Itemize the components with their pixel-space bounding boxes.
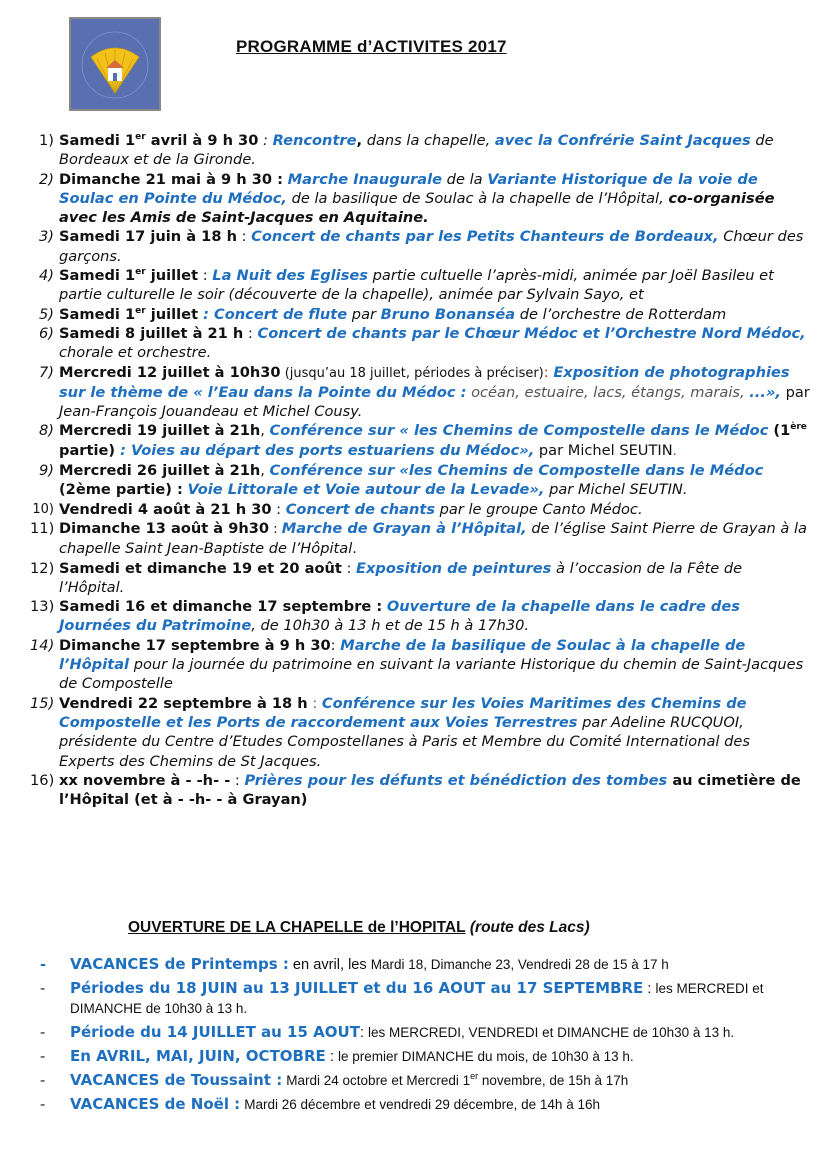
- list-item: 9) Mercredi 26 juillet à 21h, Conférence sur «les Chemins de Compostelle dans le Médoc (2ème partie) : Voie Littorale et Voie autour de la Levade», par Michel SEUTIN.: [30, 461, 810, 500]
- section-heading: OUVERTURE DE LA CHAPELLE de l’HOPITAL (route des Lacs): [128, 919, 590, 936]
- list-item: 2) Dimanche 21 mai à 9 h 30 : Marche Inaugurale de la Variante Historique de la voie de Soulac en Pointe du Médoc, de la basilique de Soulac à la chapelle de l’Hôpital, co-organisée avec les Amis de Saint-Jacques en Aquitaine.: [30, 170, 810, 228]
- item-number: 16): [30, 771, 55, 789]
- list-item: 6) Samedi 8 juillet à 21 h : Concert de chants par le Chœur Médoc et l’Orchestre Nord Médoc, chorale et orchestre.: [30, 324, 810, 363]
- item-number: 5): [39, 305, 54, 323]
- list-item: 10) Vendredi 4 août à 21 h 30 : Concert de chants par le groupe Canto Médoc.: [30, 500, 810, 519]
- list-item: 1) Samedi 1er avril à 9 h 30 : Rencontre, dans la chapelle, avec la Confrérie Saint Jacques de Bordeaux et de la Gironde.: [30, 131, 810, 170]
- item-number: 11): [30, 519, 55, 537]
- page-title: PROGRAMME d’ACTIVITES 2017: [236, 37, 507, 56]
- item-number: 15): [30, 694, 55, 712]
- list-item: 12) Samedi et dimanche 19 et 20 août : Exposition de peintures à l’occasion de la Fête de l’Hôpital.: [30, 559, 743, 596]
- list-item: 13) Samedi 16 et dimanche 17 septembre : Ouverture de la chapelle dans le cadre des Journées du Patrimoine, de 10h30 à 13 h et de 15 h à 17h30.: [30, 598, 740, 635]
- schedule-row: - En AVRIL, MAI, JUIN, OCTOBRE : le premier DIMANCHE du mois, de 10h30 à 13 h.: [40, 1047, 634, 1065]
- bullet-dash: -: [40, 956, 47, 973]
- association-logo: [69, 17, 161, 111]
- item-number: 10): [32, 501, 54, 517]
- item-number: 3): [39, 228, 54, 246]
- item-number: 8): [39, 422, 54, 440]
- schedule-row: - VACANCES de Toussaint : Mardi 24 octobre et Mercredi 1er novembre, de 15h à 17h: [40, 1071, 629, 1089]
- list-item: 14) Dimanche 17 septembre à 9 h 30: Marche de la basilique de Soulac à la chapelle de l’Hôpital pour la journée du patrimoine en suivant la variante Historique du chemin de Saint-Jacques de Compostelle: [30, 636, 804, 693]
- item-number: 13): [30, 598, 55, 616]
- item-number: 9): [39, 462, 54, 480]
- item-number: 14): [30, 636, 55, 654]
- opening-schedule: [40, 955, 820, 1119]
- list-item: 5) Samedi 1er juillet : Concert de flute par Bruno Bonanséa de l’orchestre de Rotterdam: [30, 305, 810, 324]
- bullet-dash: -: [40, 1048, 46, 1065]
- list-item: 16) xx novembre à - -h- - : Prières pour les défunts et bénédiction des tombes au cimetière de l’Hôpital (et à - -h- - à Grayan): [30, 771, 801, 809]
- schedule-row: - VACANCES de Noël : Mardi 26 décembre et vendredi 29 décembre, de 14h à 16h: [40, 1095, 600, 1113]
- item-number: 2): [39, 170, 54, 188]
- bullet-dash: -: [40, 1096, 46, 1113]
- schedule-row: - Périodes du 18 JUIN au 13 JUILLET et du 16 AOUT au 17 SEPTEMBRE : les MERCREDI et DIMANCHE de 10h30 à 13 h.: [40, 979, 820, 1019]
- list-item: 3) Samedi 17 juin à 18 h : Concert de chants par les Petits Chanteurs de Bordeaux, Chœur des garçons.: [30, 227, 810, 266]
- item-number: 6): [39, 324, 54, 342]
- list-item: 8) Mercredi 19 juillet à 21h, Conférence sur « les Chemins de Compostelle dans le Médoc (1ère partie) : Voies au départ des ports estuariens du Médoc», par Michel SEUTIN.: [30, 421, 810, 461]
- list-item: 11) Dimanche 13 août à 9h30 : Marche de Grayan à l’Hôpital, de l’église Saint Pierre de Grayan à la chapelle Saint Jean-Baptiste de l’Hôpital.: [30, 519, 807, 558]
- bullet-dash: -: [40, 980, 46, 997]
- bullet-dash: -: [40, 1072, 46, 1089]
- list-item: 4) Samedi 1er juillet : La Nuit des Eglises partie cultuelle l’après-midi, animée par Joël Basileu et partie culturelle le soir (découverte de la chapelle), animée par Sylvain Sayo, et: [30, 266, 810, 305]
- list-item: 15) Vendredi 22 septembre à 18 h : Conférence sur les Voies Maritimes des Chemins de Compostelle et les Ports de raccordement aux Voies Terrestres par Adeline RUCQUOI, présidente du Centre d’Etudes Compostellanes à Paris et Membre du Comité International des Experts des Chemins de St Jacques.: [30, 694, 750, 770]
- schedule-row: - VACANCES de Printemps : en avril, les Mardi 18, Dimanche 23, Vendredi 28 de 15 à 17 h: [40, 955, 669, 973]
- list-item: 7) Mercredi 12 juillet à 10h30 (jusqu’au 18 juillet, périodes à préciser): Exposition de photographies sur le thème de « l’Eau dans la Pointe du Médoc : océan, estuaire, lacs, étangs, marais, ...», par Jean-François Jouandeau et Michel Cousy.: [30, 363, 810, 422]
- activity-list: [30, 131, 810, 809]
- item-number: 12): [30, 559, 55, 577]
- schedule-row: - Période du 14 JUILLET au 15 AOUT: les MERCREDI, VENDREDI et DIMANCHE de 10h30 à 13 h.: [40, 1023, 735, 1041]
- item-number: 1): [39, 132, 54, 149]
- bullet-dash: -: [40, 1024, 46, 1041]
- item-number: 7): [39, 363, 54, 381]
- item-number: 4): [39, 267, 54, 285]
